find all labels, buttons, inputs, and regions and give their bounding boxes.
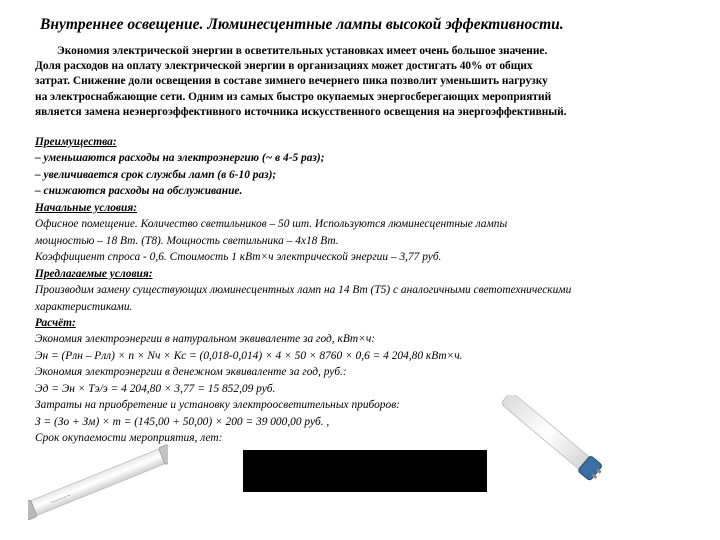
advantage-item: – снижаются расходы на обслуживание. bbox=[35, 185, 243, 198]
calculation-line: Экономия электроэнергии в денежном эквиваленте за год, руб.: bbox=[35, 366, 347, 379]
calculation-line: Срок окупаемости мероприятия, лет: bbox=[35, 432, 223, 445]
initial-conditions-line: Офисное помещение. Количество светильников – 50 шт. Используются люминесцентные лампы bbox=[35, 218, 508, 231]
page-title: Внутреннее освещение. Люминесцентные лампы высокой эффективности. bbox=[40, 16, 564, 33]
intro-line: Экономия электрической энергии в осветительных установках имеет очень большое значение. bbox=[57, 45, 548, 57]
calculation-line: Эд = Эн × Тэ/э = 4 204,80 × 3,77 = 15 852,09 руб. bbox=[35, 382, 276, 395]
advantages-heading: Преимущества: bbox=[35, 136, 117, 148]
initial-conditions-line: Коэффициент спроса - 0,6. Стоимость 1 кВт×ч электрической энергии – 3,77 руб. bbox=[35, 251, 442, 264]
calculation-heading: Расчёт: bbox=[35, 316, 76, 329]
intro-line: на электроснабжающие сети. Одним из самых быстро окупаемых энергосберегающих мероприятий bbox=[35, 90, 552, 103]
fluorescent-lamp-image-left bbox=[28, 440, 168, 520]
black-rectangle bbox=[243, 450, 487, 492]
fluorescent-lamp-image-right bbox=[500, 395, 610, 485]
calculation-line: Затраты на приобретение и установку электроосветительных приборов: bbox=[35, 399, 400, 412]
proposed-conditions-line: Производим замену существующих люминесцентных ламп на 14 Вт (T5) с аналогичными светотехническими bbox=[35, 284, 572, 297]
intro-paragraph bbox=[35, 44, 705, 120]
calculation-line: Экономия электроэнергии в натуральном эквиваленте за год, кВт×ч: bbox=[35, 333, 376, 346]
intro-line: затрат. Снижение доли освещения в составе зимнего вечернего пика позволит уменьшить нагрузку bbox=[35, 75, 548, 88]
proposed-conditions-line: характеристиками. bbox=[35, 300, 133, 313]
initial-conditions-heading: Начальные условия: bbox=[35, 201, 137, 214]
svg-text:~~~~~: ~~~~~ bbox=[50, 492, 72, 506]
initial-conditions-line: мощностью – 18 Вт. (T8). Мощность светильника – 4x18 Вт. bbox=[35, 234, 339, 247]
advantage-item: – уменьшаются расходы на электроэнергию (~ в 4-5 раз); bbox=[35, 152, 325, 165]
advantage-item: – увеличивается срок службы ламп (в 6-10 раз); bbox=[35, 168, 277, 181]
calculation-line: Эн = (Рлн – Рлл) × n × Nч × Кс = (0,018-0,014) × 4 × 50 × 8760 × 0,6 = 4 204,80 кВт×ч. bbox=[35, 349, 463, 362]
calculation-line: З = (Зо + Зм) × m = (145,00 + 50,00) × 200 = 39 000,00 руб. , bbox=[35, 415, 330, 428]
intro-line: Доля расходов на оплату электрической энергии в организациях может достигать 40% от общих bbox=[35, 60, 533, 73]
intro-line: является замена неэнергоэффективного источника искусственного освещения на энергоэффективный. bbox=[35, 105, 567, 118]
proposed-conditions-heading: Предлагаемые условия: bbox=[35, 267, 153, 280]
